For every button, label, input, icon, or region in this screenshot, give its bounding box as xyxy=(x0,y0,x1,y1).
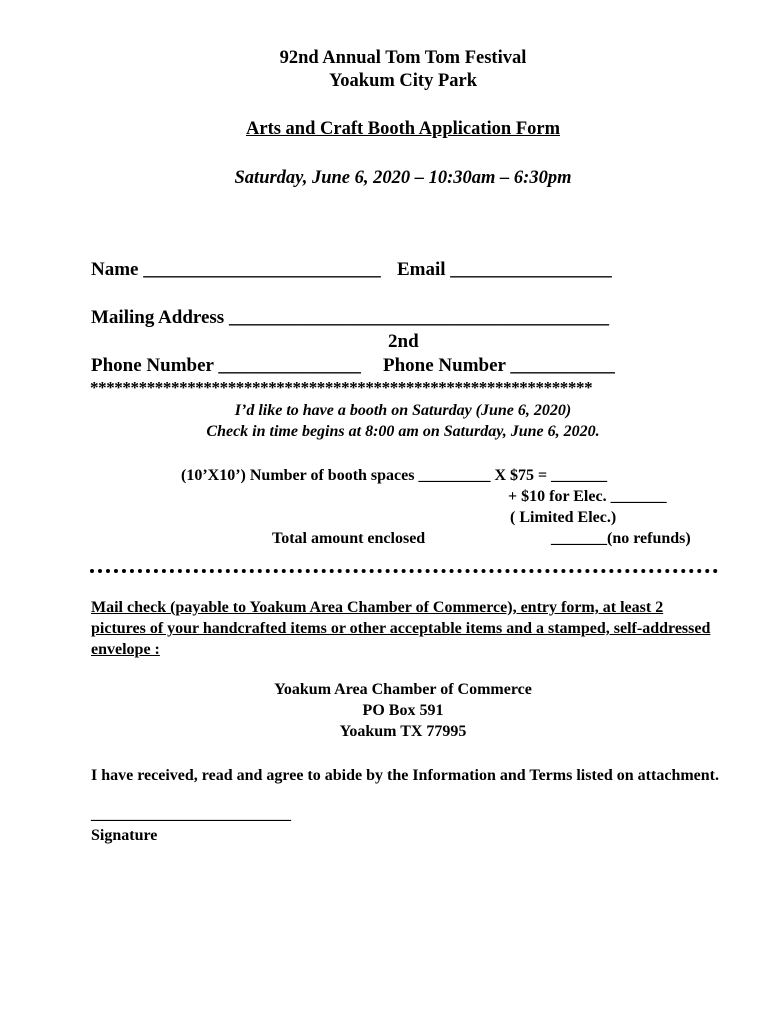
park-name: Yoakum City Park xyxy=(328,71,477,91)
email-field[interactable]: Email _________________ xyxy=(397,259,612,280)
dotted-divider xyxy=(90,569,718,573)
mailing-address-field[interactable]: Mailing Address ________________________________________ xyxy=(91,307,609,328)
signature-label: Signature xyxy=(91,827,158,844)
second-phone-prefix: 2nd xyxy=(388,331,419,352)
check-in-line: Check in time begins at 8:00 am on Saturday, June 6, 2020. xyxy=(206,423,600,440)
po-box: PO Box 591 xyxy=(362,702,444,719)
star-separator: ************************************************************** xyxy=(90,378,593,397)
chamber-name: Yoakum Area Chamber of Commerce xyxy=(274,681,532,698)
booth-spaces-field[interactable]: (10’X10’) Number of booth spaces _________ X $75 = _______ xyxy=(181,467,608,484)
electricity-field[interactable]: + $10 for Elec. _______ xyxy=(508,488,667,505)
mail-instructions: Mail check (payable to Yoakum Area Chamber of Commerce), entry form, at least 2 pictures of your handcrafted items or other acceptable items and a stamped, self-addressed envelope : xyxy=(91,599,711,658)
name-field[interactable]: Name _________________________ xyxy=(91,259,381,280)
booth-request-line: I’d like to have a booth on Saturday (June 6, 2020) xyxy=(234,402,572,419)
festival-title: 92nd Annual Tom Tom Festival xyxy=(279,48,527,68)
form-title: Arts and Craft Booth Application Form xyxy=(246,119,560,139)
agreement-statement: I have received, read and agree to abide by the Information and Terms listed on attachment. xyxy=(91,767,719,784)
total-amount-label: Total amount enclosed xyxy=(272,530,426,547)
total-amount-field[interactable]: _______(no refunds) xyxy=(551,530,691,547)
phone-field[interactable]: Phone Number _______________ xyxy=(91,355,361,376)
limited-electricity-note: ( Limited Elec.) xyxy=(510,509,617,526)
city-state-zip: Yoakum TX 77995 xyxy=(339,723,467,740)
signature-line[interactable]: _________________________ xyxy=(91,806,291,823)
event-date: Saturday, June 6, 2020 – 10:30am – 6:30pm xyxy=(234,168,572,188)
second-phone-field[interactable]: Phone Number ___________ xyxy=(383,355,615,376)
